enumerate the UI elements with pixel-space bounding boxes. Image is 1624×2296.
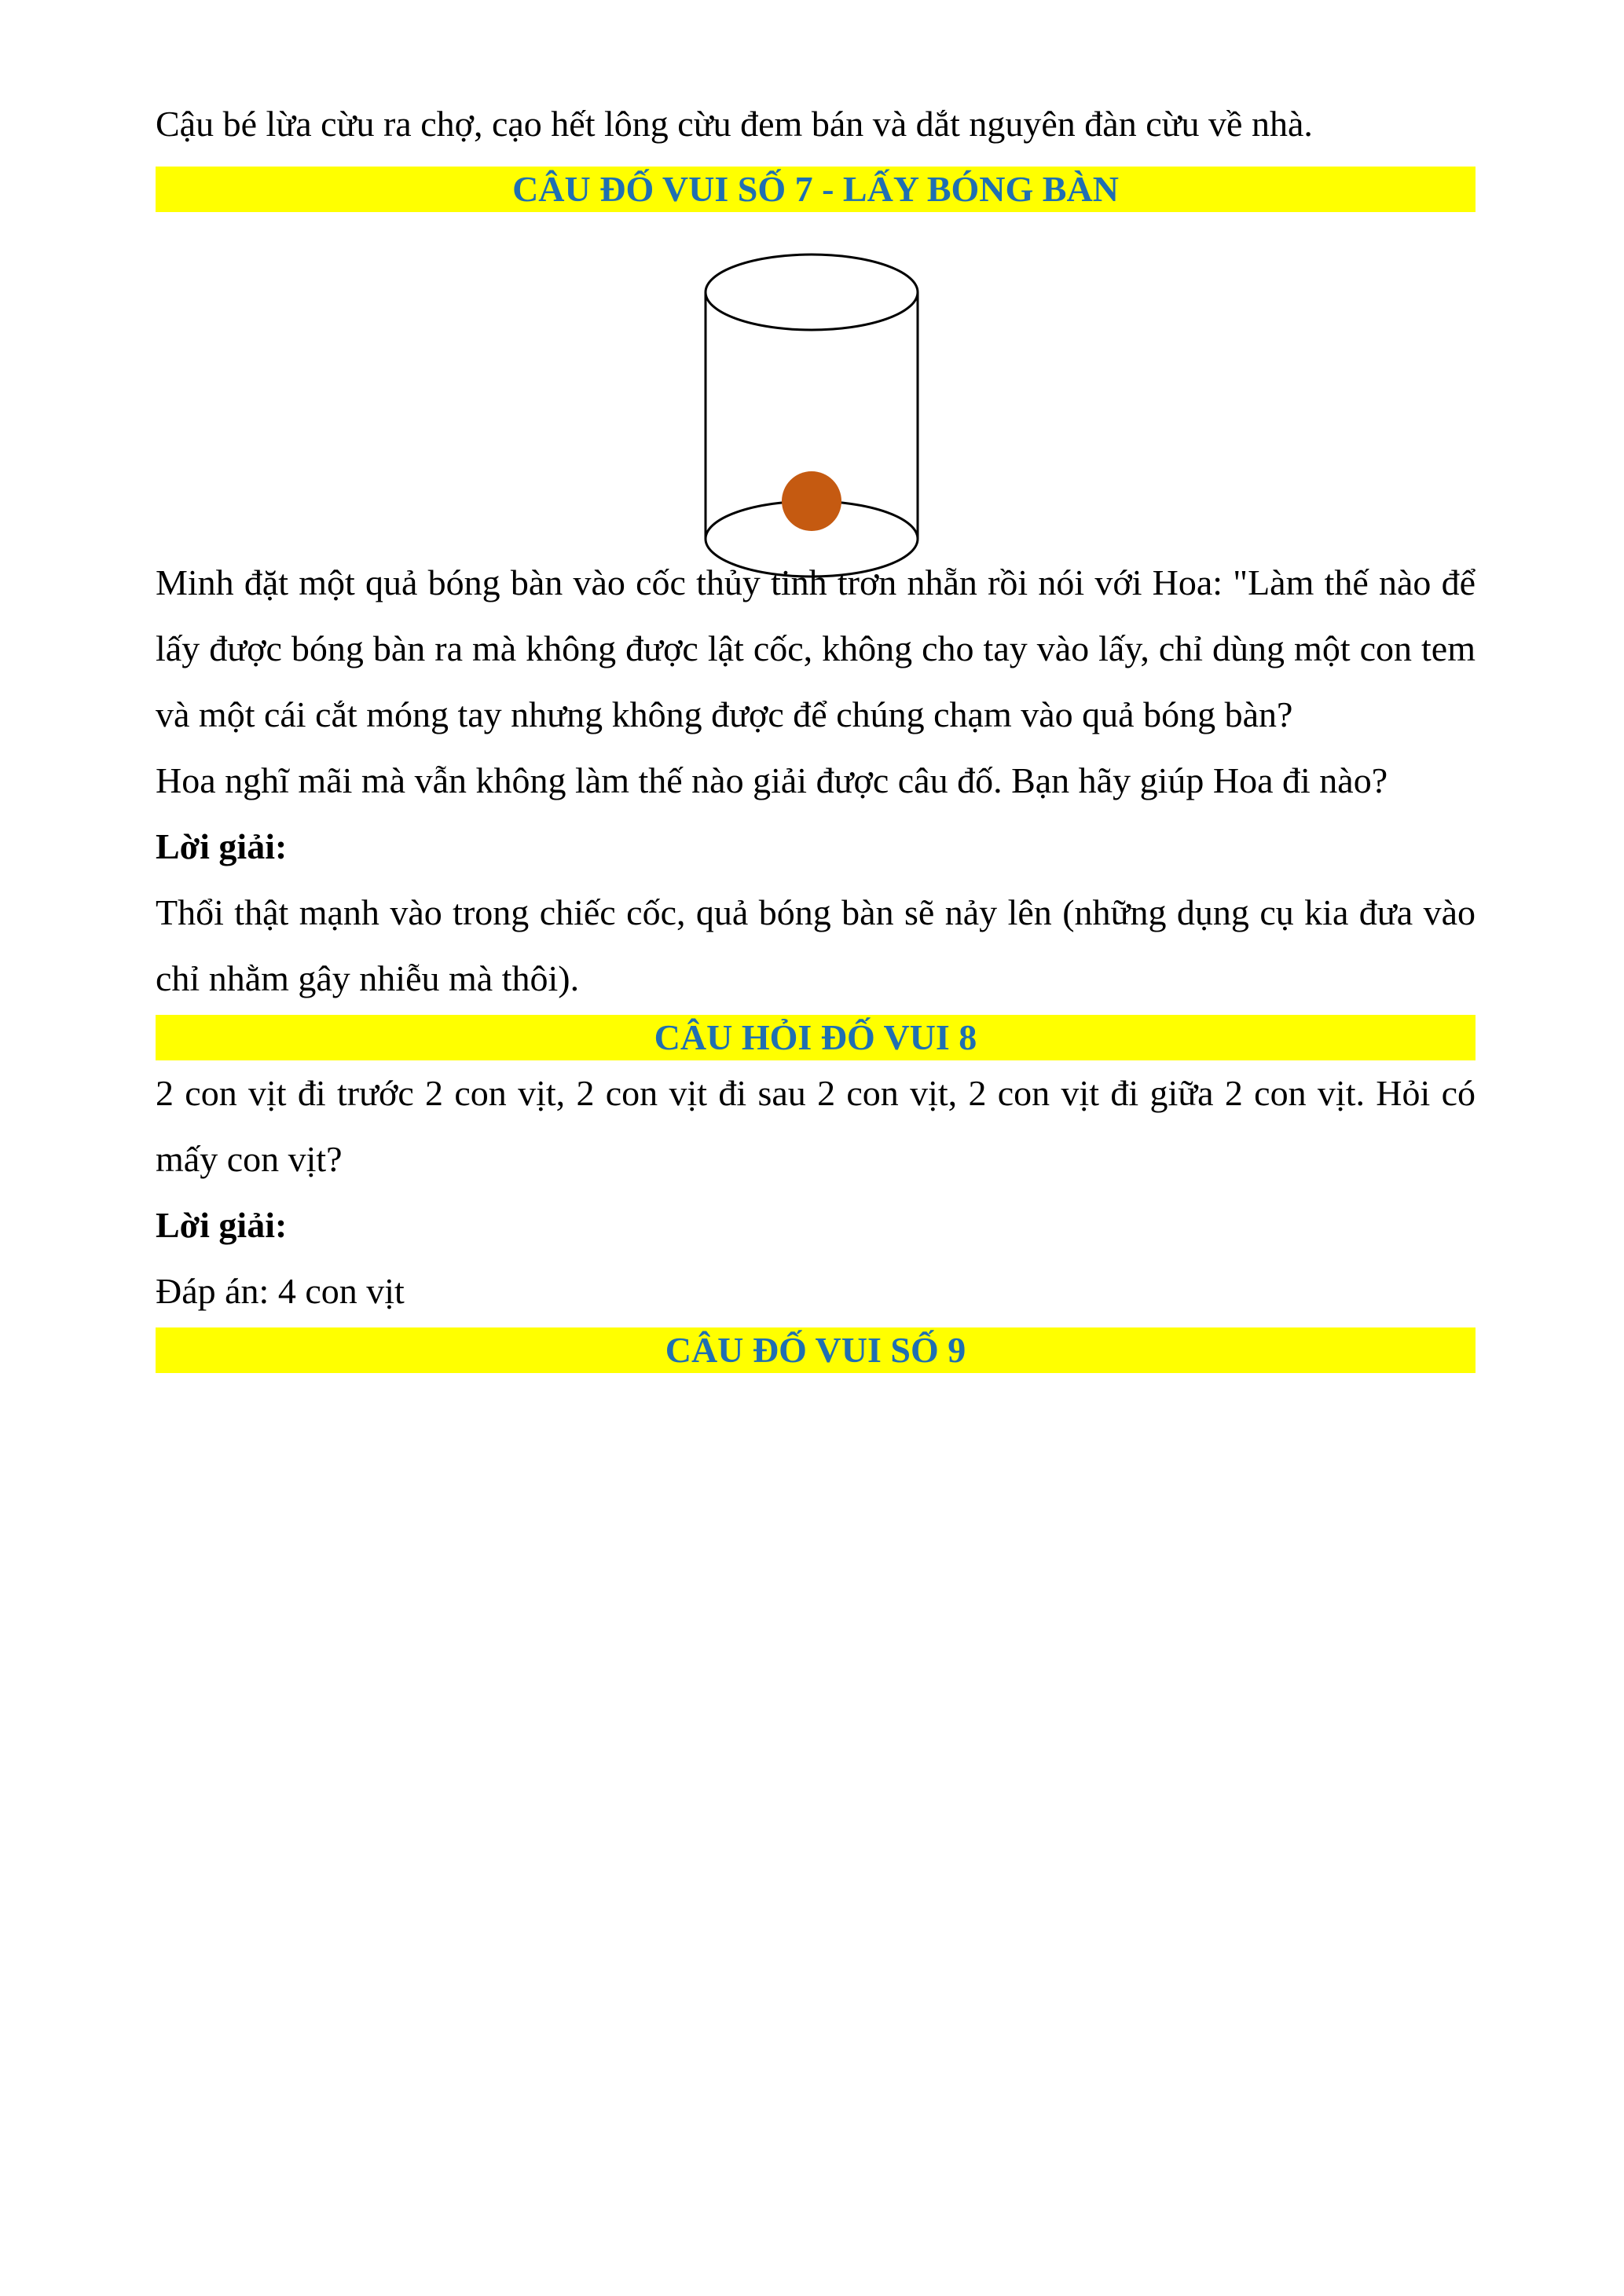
glass-figure: [156, 212, 1476, 550]
section-7-heading: CÂU ĐỐ VUI SỐ 7 - LẤY BÓNG BÀN: [156, 167, 1476, 212]
section-7-answer-label: Lời giải:: [156, 826, 288, 866]
ping-pong-ball: [782, 471, 841, 531]
section-8-question: 2 con vịt đi trước 2 con vịt, 2 con vịt đi sau 2 con vịt, 2 con vịt đi giữa 2 con vịt. Hỏi có mấy con vịt?: [156, 1073, 1476, 1179]
section-8-answer-label: Lời giải:: [156, 1205, 288, 1245]
section-8-answer: Đáp án: 4 con vịt: [156, 1271, 405, 1311]
section-7-answer: Thổi thật mạnh vào trong chiếc cốc, quả bóng bàn sẽ nảy lên (những dụng cụ kia đưa vào chỉ nhằm gây nhiễu mà thôi).: [156, 892, 1476, 998]
document-page: [156, 0, 1476, 1373]
section-7-question: Minh đặt một quả bóng bàn vào cốc thủy tinh trơn nhẵn rồi nói với Hoa: "Làm thế nào để lấy được bóng bàn ra mà không được lật cốc, không cho tay vào lấy, chỉ dùng một con tem và một cái cắt móng tay nhưng không được để chúng chạm vào quả bóng bàn?: [156, 562, 1476, 734]
section-9-heading: CÂU ĐỐ VUI SỐ 9: [156, 1327, 1476, 1373]
intro-line: Cậu bé lừa cừu ra chợ, cạo hết lông cừu đem bán và dắt nguyên đàn cừu về nhà.: [156, 104, 1313, 144]
glass-with-ball-illustration: [703, 251, 923, 581]
section-7-question-2: Hoa nghĩ mãi mà vẫn không làm thế nào giải được câu đố. Bạn hãy giúp Hoa đi nào?: [156, 760, 1388, 800]
glass-rim: [706, 255, 918, 330]
section-8-heading: CÂU HỎI ĐỐ VUI 8: [156, 1015, 1476, 1060]
